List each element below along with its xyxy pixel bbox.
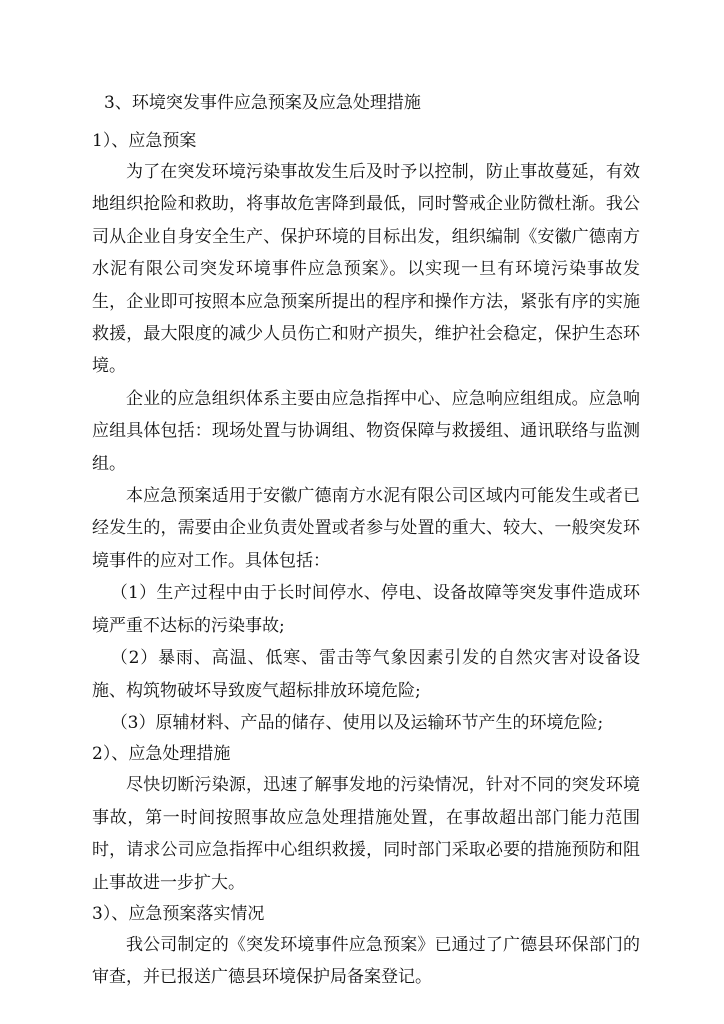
subsection-title-implementation: 3）、应急预案落实情况 <box>92 903 265 924</box>
list-item: （2）暴雨、高温、低寒、雷击等气象因素引发的自然灾害对设备设施、构筑物破坏导致废气超标排放环境危险; <box>92 648 640 701</box>
list-item: （3）原辅材料、产品的储存、使用以及运输环节产生的环境危险; <box>110 712 604 733</box>
paragraph-implementation: 我公司制定的《突发环境事件应急预案》已通过了广德县环保部门的审查，并已报送广德县环境保护局备案登记。 <box>92 934 640 988</box>
section-title: 3、环境突发事件应急预案及应急处理措施 <box>104 93 421 113</box>
document-body <box>92 88 640 994</box>
subsection-title-response-measures: 2）、应急处理措施 <box>92 744 231 765</box>
paragraph-scope: 本应急预案适用于安徽广德南方水泥有限公司区域内可能发生或者已经发生的，需要由企业负责处置或者参与处置的重大、较大、一般突发环境事件的应对工作。具体包括： <box>92 486 640 571</box>
paragraph-purpose: 为了在突发环境污染事故发生后及时予以控制，防止事故蔓延，有效地组织抢险和救助，将事故危害降到最低，同时警戒企业防微杜渐。我公司从企业自身安全生产、保护环境的目标出发，组织编制《安徽广德南方水泥有限公司突发环境事件应急预案》。以实现一旦有环境污染事故发生，企业即可按照本应急预案所提出的程序和操作方法，紧张有序的实施救援，最大限度的减少人员伤亡和财产损失，维护社会稳定，保护生态环境。 <box>92 162 640 377</box>
subsection-title-emergency-plan: 1）、应急预案 <box>92 131 197 151</box>
paragraph-organization: 企业的应急组织体系主要由应急指挥中心、应急响应组组成。应急响应组具体包括：现场处置与协调组、物资保障与救援组、通讯联络与监测组。 <box>92 388 640 474</box>
paragraph-response: 尽快切断污染源，迅速了解事发地的污染情况，针对不同的突发环境事故，第一时间按照事故应急处理措施处置，在事故超出部门能力范围时，请求公司应急指挥中心组织救援，同时部门采取必要的措施预防和阻止事故进一步扩大。 <box>92 775 640 893</box>
list-item: （1）生产过程中由于长时间停水、停电、设备故障等突发事件造成环境严重不达标的污染事故; <box>92 583 640 636</box>
